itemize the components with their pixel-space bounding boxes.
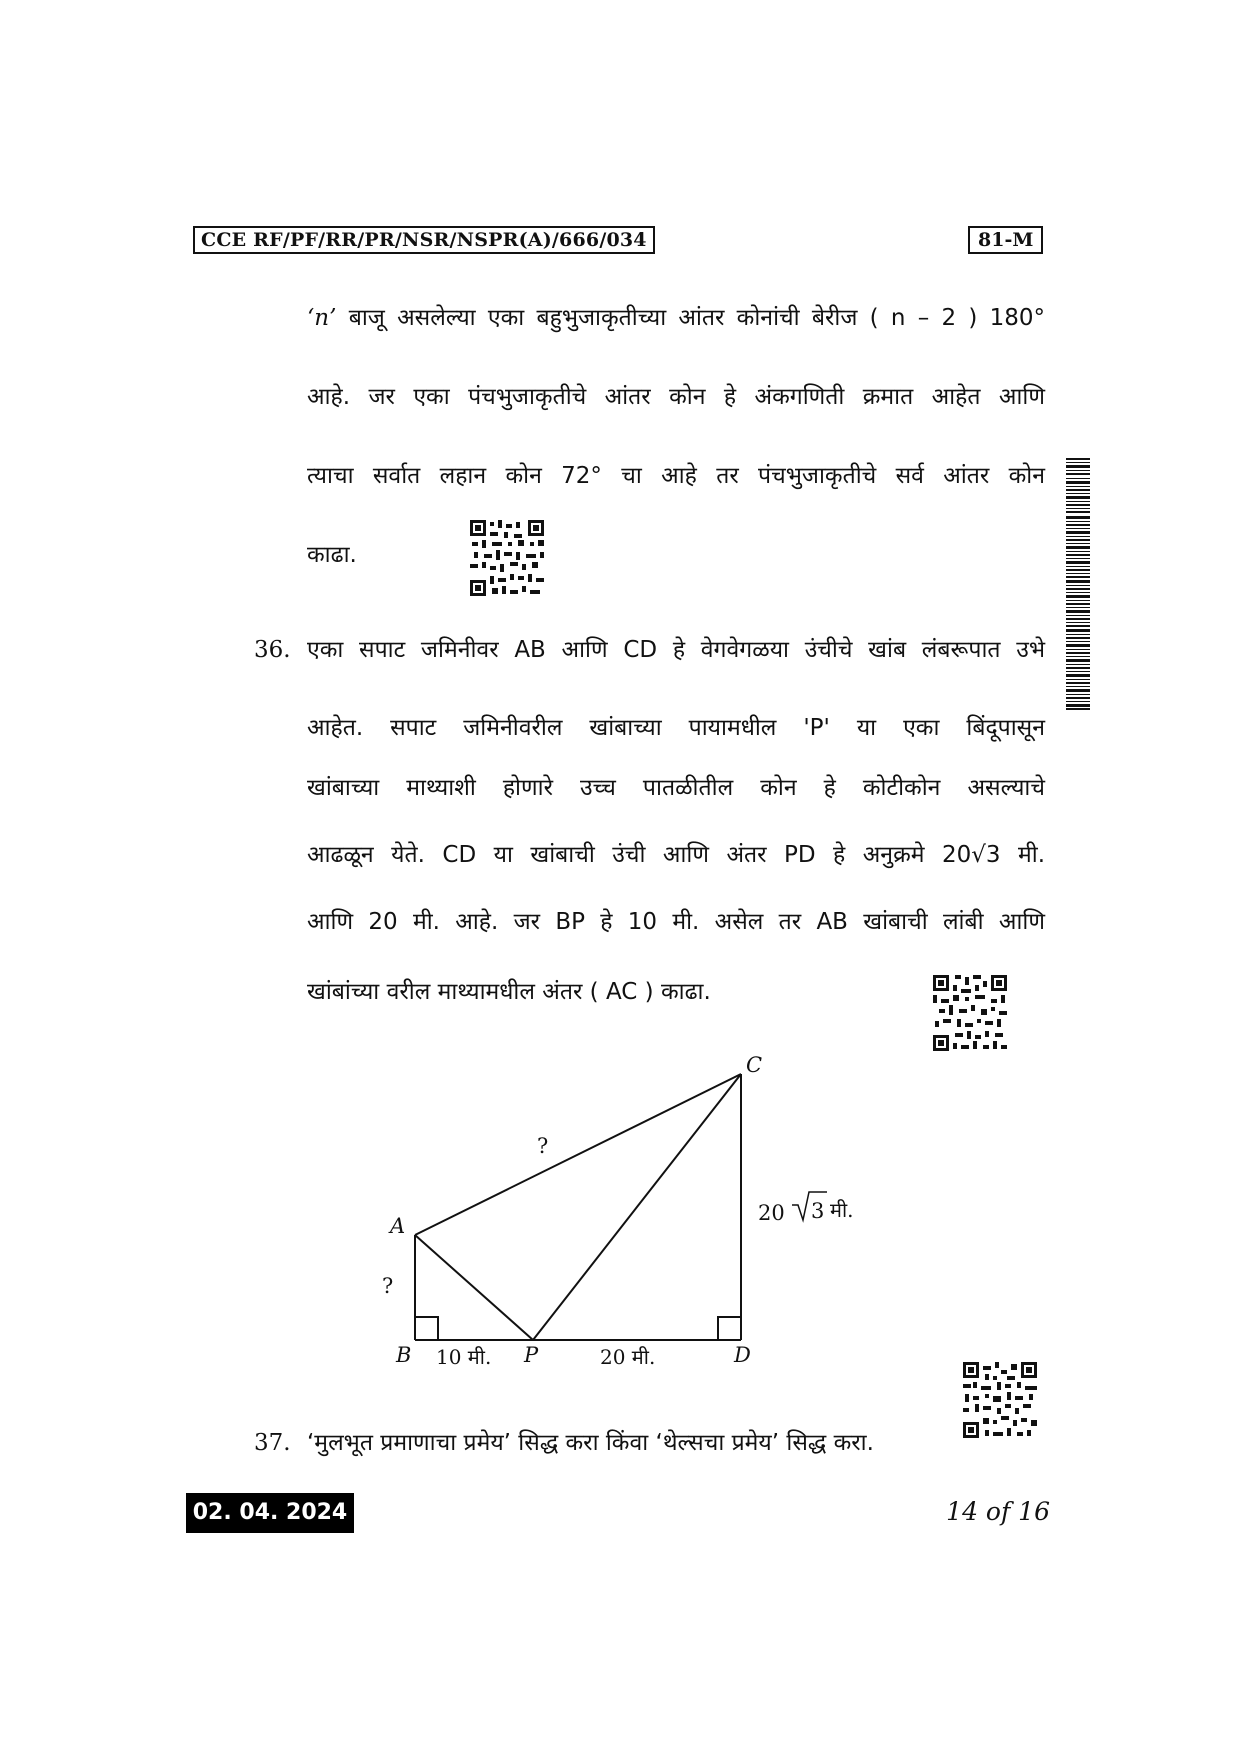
label-pd: 20 मी. xyxy=(600,1345,656,1369)
label-ac-unknown: ? xyxy=(537,1134,549,1158)
qr-code-1 xyxy=(470,520,544,596)
qr-code-2 xyxy=(933,975,1007,1051)
paper-code: CCE RF/PF/RR/PR/NSR/NSPR(A)/666/034 xyxy=(193,226,655,254)
segment-pc xyxy=(533,1074,741,1340)
q37-number: 37. xyxy=(254,1430,291,1456)
segment-ac xyxy=(415,1074,741,1235)
right-angle-d xyxy=(718,1317,741,1340)
label-cd-radicand: 3 xyxy=(811,1199,825,1223)
label-cd-unit: मी. xyxy=(830,1198,854,1222)
right-angle-b xyxy=(415,1317,438,1340)
label-c: C xyxy=(746,1053,763,1077)
label-cd-number: 20 xyxy=(758,1201,785,1225)
label-d: D xyxy=(734,1343,751,1367)
q37-text: ‘मुलभूत प्रमाणाचा प्रमेय’ सिद्ध करा किंवा ‘थेल्सचा प्रमेय’ सिद्ध करा. xyxy=(307,1430,874,1456)
label-ab-unknown: ? xyxy=(382,1274,394,1298)
q36-line-2: आहेत. सपाट जमिनीवरील खांबाच्या पायामधील 'P' या एका बिंदूपासून xyxy=(307,715,1045,741)
segment-ap xyxy=(415,1235,533,1340)
q35-line-4: काढा. xyxy=(307,542,357,568)
subject-code: 81-M xyxy=(968,226,1043,254)
q36-line-5: आणि 20 मी. आहे. जर BP हे 10 मी. असेल तर AB खांबाची लांबी आणि xyxy=(307,909,1045,935)
q36-line-6: खांबांच्या वरील माथ्यामधील अंतर ( AC ) काढा. xyxy=(307,979,711,1005)
triangle-figure xyxy=(360,1040,880,1380)
q35-n-symbol: ‘n’ xyxy=(307,305,337,331)
label-bp: 10 मी. xyxy=(436,1345,492,1369)
barcode xyxy=(1066,458,1090,710)
q35-line-1-text: बाजू असलेल्या एका बहुभुजाकृतीच्या आंतर कोनांची बेरीज ( n – 2 ) 180° xyxy=(336,305,1045,331)
q35-line-2: आहे. जर एका पंचभुजाकृतीचे आंतर कोन हे अंकगणिती क्रमात आहेत आणि xyxy=(307,384,1045,410)
q36-line-3: खांबाच्या माथ्याशी होणारे उच्च पातळीतील कोन हे कोटीकोन असल्याचे xyxy=(307,775,1045,801)
exam-date: 02. 04. 2024 xyxy=(186,1493,354,1533)
q36-line-1: एका सपाट जमिनीवर AB आणि CD हे वेगवेगळया उंचीचे खांब लंबरूपात उभे xyxy=(307,637,1045,663)
q36-number: 36. xyxy=(254,637,291,663)
label-b: B xyxy=(396,1343,412,1367)
label-p: P xyxy=(524,1343,539,1367)
label-a: A xyxy=(390,1214,406,1238)
qr-code-3 xyxy=(963,1362,1037,1438)
q36-line-4: आढळून येते. CD या खांबाची उंची आणि अंतर PD हे अनुक्रमे 20√3 मी. xyxy=(307,842,1045,868)
q35-line-3: त्याचा सर्वात लहान कोन 72° चा आहे तर पंचभुजाकृतीचे सर्व आंतर कोन xyxy=(307,463,1045,489)
page-number: 14 of 16 xyxy=(946,1497,1050,1526)
q35-line-1 xyxy=(307,303,1045,333)
